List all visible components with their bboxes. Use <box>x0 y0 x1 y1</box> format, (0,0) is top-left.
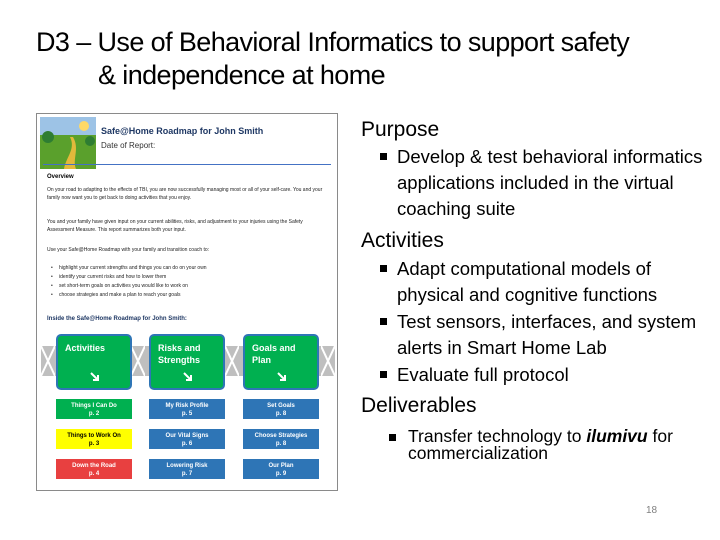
roadmap-bullet-list <box>47 264 327 300</box>
activities-heading: Activities <box>361 229 444 252</box>
report-date-label: Date of Report: <box>101 141 156 150</box>
title-line-2: & independence at home <box>98 60 386 90</box>
cell-things-i-can-do: Things I Can Do p. 2 <box>56 399 132 419</box>
cross-icon <box>131 346 145 376</box>
activities-bullet: Evaluate full protocol <box>380 362 710 388</box>
chevron-label: Risks and Strengths <box>158 343 201 365</box>
roadmap-bullet: • identify your current risks and how to lower them <box>47 273 327 282</box>
purpose-bullet: Develop & test behavioral informatics applications included in the virtual coaching suite <box>380 144 710 222</box>
road-illustration <box>40 117 96 169</box>
arrow-down-right-icon <box>277 372 287 382</box>
chevron-risks-and-strengths <box>149 334 225 390</box>
roadmap-document-image <box>36 113 338 491</box>
roadmap-heading: Safe@Home Roadmap for John Smith <box>101 126 264 136</box>
deliverables-heading: Deliverables <box>361 394 477 417</box>
roadmap-bullet: • set short-term goals on activities you would like to work on <box>47 282 327 291</box>
bullet-square-icon <box>380 265 387 272</box>
cell-set-goals: Set Goals p. 8 <box>243 399 319 419</box>
cell-our-plan: Our Plan p. 9 <box>243 459 319 479</box>
chevron-activities <box>56 334 132 390</box>
overview-paragraph-3: Use your Safe@Home Roadmap with your family and transition coach to: <box>47 247 210 253</box>
deliverables-bullet: Transfer technology to ilumivu for commercialization <box>389 428 709 462</box>
title-line-1: D3 – Use of Behavioral Informatics to support safety <box>36 27 630 57</box>
cell-things-to-work-on: Things to Work On p. 3 <box>56 429 132 449</box>
chevron-label: Goals and Plan <box>252 343 296 365</box>
cell-my-risk-profile: My Risk Profile p. 5 <box>149 399 225 419</box>
inside-roadmap-label: Inside the Safe@Home Roadmap for John Smith: <box>47 316 187 322</box>
arrow-down-right-icon <box>90 372 100 382</box>
roadmap-bullet: • choose strategies and make a plan to reach your goals <box>47 291 327 300</box>
activities-bullet: Test sensors, interfaces, and system alerts in Smart Home Lab <box>380 309 710 361</box>
cross-icon <box>225 346 239 376</box>
cell-our-vital-signs: Our Vital Signs p. 6 <box>149 429 225 449</box>
overview-label: Overview <box>47 174 74 180</box>
company-name: ilumivu <box>586 426 648 446</box>
bullet-square-icon <box>380 318 387 325</box>
cross-icon <box>321 346 335 376</box>
purpose-heading: Purpose <box>361 118 440 141</box>
arrow-down-right-icon <box>183 372 193 382</box>
page-number: 18 <box>646 505 658 516</box>
chevron-goals-and-plan <box>243 334 319 390</box>
bullet-square-icon <box>380 153 387 160</box>
slide-title <box>36 26 629 92</box>
overview-paragraph-2: You and your family have given input on your current abilities, risks, and adjustment to your injuries using the Safety Assessment Measure. This report summarizes both your input. <box>47 219 303 233</box>
bullet-square-icon <box>389 434 396 441</box>
cross-icon <box>41 346 55 376</box>
activities-bullet: Adapt computational models of physical and cognitive functions <box>380 256 710 308</box>
bullet-square-icon <box>380 371 387 378</box>
chevron-label: Activities <box>65 343 106 353</box>
cell-choose-strategies: Choose Strategies p. 8 <box>243 429 319 449</box>
roadmap-bullet: • highlight your current strengths and things you can do on your own <box>47 264 327 273</box>
cell-lowering-risk: Lowering Risk p. 7 <box>149 459 225 479</box>
header-rule <box>43 164 331 165</box>
cell-down-the-road: Down the Road p. 4 <box>56 459 132 479</box>
overview-paragraph-1: On your road to adapting to the effects of TBI, you are now successfully managing most or all of your self-care. You and your family now want you to get back to doing activities that you enjoy. <box>47 187 323 201</box>
